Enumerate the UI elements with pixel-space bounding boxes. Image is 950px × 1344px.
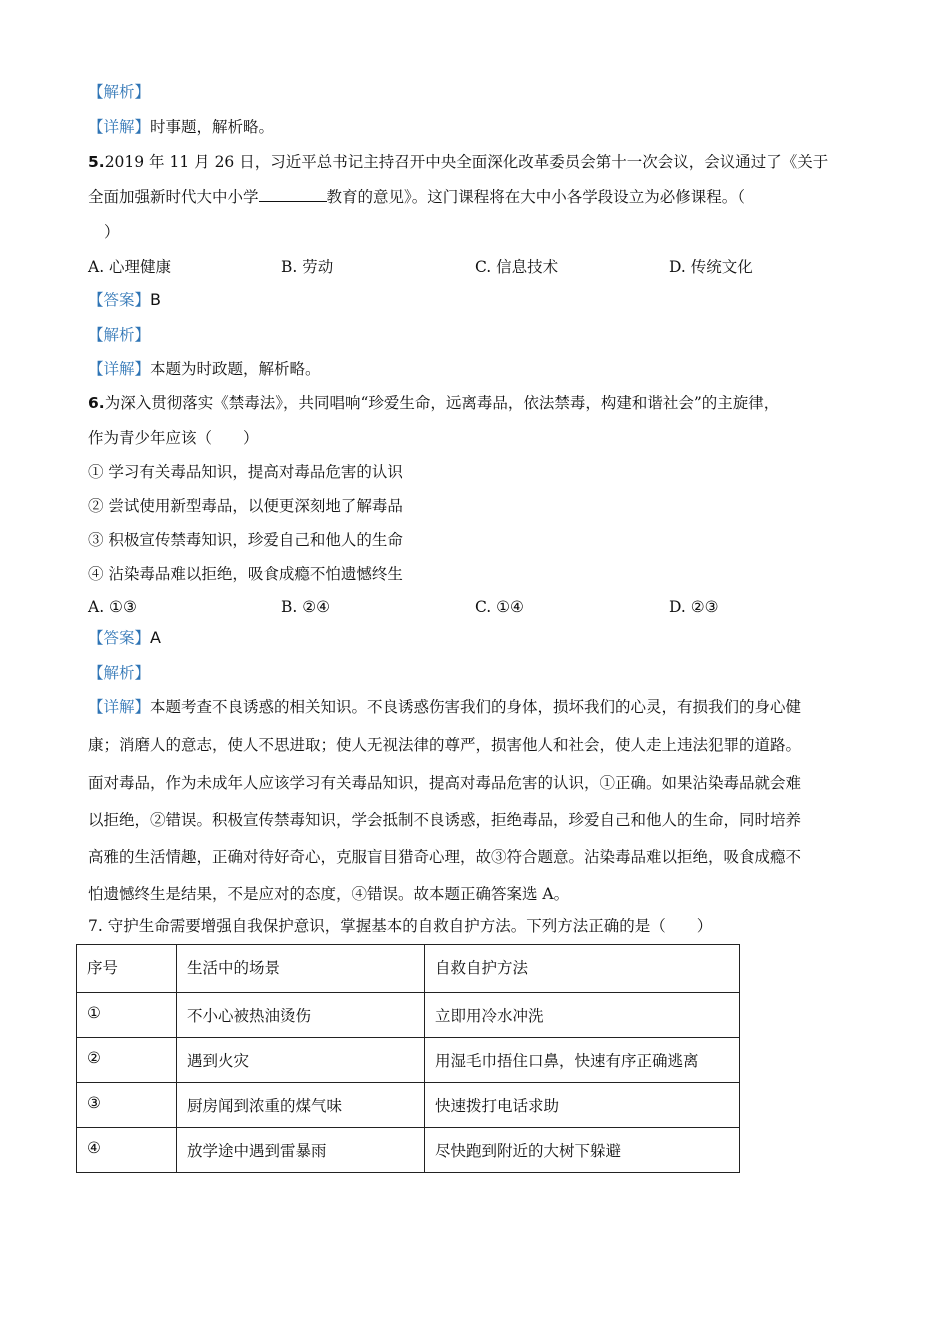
table-cell: 尽快跑到附近的大树下躲避 xyxy=(425,1128,740,1173)
table-cell: 厨房闻到浓重的煤气味 xyxy=(177,1083,425,1128)
q6-explanation-line6: 怕遗憾终生是结果，不是应对的态度，④错误。故本题正确答案选 A。 xyxy=(88,885,570,903)
q5-analysis-label: 【解析】 xyxy=(88,326,151,344)
q6-line1-text: 为深入贯彻落实《禁毒法》，共同唱响“珍爱生命，远离毒品，依法禁毒，构建和谐社会”的主旋律， xyxy=(104,394,780,412)
table-header-row xyxy=(77,945,740,993)
q6-number: 6. xyxy=(88,394,105,412)
q7-table xyxy=(76,944,740,1173)
q6-answer: A xyxy=(150,628,161,647)
q6-item-3: ③ 积极宣传禁毒知识，珍爱自己和他人的生命 xyxy=(88,531,403,549)
q6-explanation-line4: 以拒绝，②错误。积极宣传禁毒知识，学会抵制不良诱惑，拒绝毒品，珍爱自己和他人的生命，同时培养 xyxy=(88,811,802,829)
q7-stem: 7. 守护生命需要增强自我保护意识，掌握基本的自救自护方法。下列方法正确的是（ ） xyxy=(88,917,713,935)
q5-answer-label: 【答案】 xyxy=(88,291,151,309)
table-cell: 立即用冷水冲洗 xyxy=(425,993,740,1038)
q6-explanation-text1: 本题考查不良诱惑的相关知识。不良诱惑伤害我们的身体，损坏我们的心灵，有损我们的身心健 xyxy=(150,698,802,716)
q6-explanation-line1 xyxy=(88,697,801,717)
q6-explanation-line3: 面对毒品，作为未成年人应该学习有关毒品知识，提高对毒品危害的认识，①正确。如果沾染毒品就会难 xyxy=(88,774,802,792)
table-row xyxy=(77,993,740,1038)
table-row xyxy=(77,1083,740,1128)
analysis-label: 【解析】 xyxy=(88,83,151,101)
q5-detail-line xyxy=(88,359,321,379)
q5-option-a: A. 心理健康 xyxy=(88,258,172,276)
q6-stem-line2: 作为青少年应该（ ） xyxy=(88,429,259,447)
table-cell: ④ xyxy=(77,1128,177,1173)
q6-analysis-label: 【解析】 xyxy=(88,664,151,682)
table-header-cell: 序号 xyxy=(77,945,177,993)
q6-option-d: D. ②③ xyxy=(669,598,719,616)
q6-item-4: ④ 沾染毒品难以拒绝，吸食成瘾不怕遗憾终生 xyxy=(88,565,403,583)
q5-number: 5. xyxy=(88,153,105,171)
detail-text: 时事题，解析略。 xyxy=(150,118,275,136)
q5-blank xyxy=(259,187,327,202)
q6-option-b: B. ②④ xyxy=(281,598,331,616)
detail-line xyxy=(88,117,274,137)
q5-answer: B xyxy=(150,290,161,309)
q5-stem-line1 xyxy=(88,152,828,172)
table-cell: 不小心被热油烫伤 xyxy=(177,993,425,1038)
q5-line2b: 教育的意见》。这门课程将在大中小各学段设立为必修课程。（ xyxy=(326,188,746,206)
q6-answer-line xyxy=(88,628,161,648)
detail-label: 【详解】 xyxy=(88,118,151,136)
q6-item-1: ① 学习有关毒品知识，提高对毒品危害的认识 xyxy=(88,463,403,481)
q5-detail-label: 【详解】 xyxy=(88,360,151,378)
q6-option-c: C. ①④ xyxy=(475,598,524,616)
table-header-cell: 生活中的场景 xyxy=(177,945,425,993)
table-cell: ③ xyxy=(77,1083,177,1128)
table-row xyxy=(77,1128,740,1173)
q6-explanation-line5: 高雅的生活情趣，正确对待好奇心，克服盲目猎奇心理，故③符合题意。沾染毒品难以拒绝，吸食成瘾不 xyxy=(88,848,802,866)
q5-line2a: 全面加强新时代大中小学 xyxy=(88,188,259,206)
q6-detail-label: 【详解】 xyxy=(88,698,151,716)
table-row xyxy=(77,1038,740,1083)
q5-option-d: D. 传统文化 xyxy=(669,258,753,276)
q6-item-2: ② 尝试使用新型毒品，以便更深刻地了解毒品 xyxy=(88,497,403,515)
q5-stem-line3: ） xyxy=(104,223,120,241)
q5-answer-line xyxy=(88,290,161,310)
table-cell: 遇到火灾 xyxy=(177,1038,425,1083)
q5-option-c: C. 信息技术 xyxy=(475,258,559,276)
q5-detail-text: 本题为时政题，解析略。 xyxy=(150,360,321,378)
table-cell: ① xyxy=(77,993,177,1038)
q6-explanation-line2: 康；消磨人的意志，使人不思进取；使人无视法律的尊严，损害他人和社会，使人走上违法犯罪的道路。 xyxy=(88,736,802,754)
q6-answer-label: 【答案】 xyxy=(88,629,151,647)
table-cell: 快速拨打电话求助 xyxy=(425,1083,740,1128)
table-cell: ② xyxy=(77,1038,177,1083)
table-header-cell: 自救自护方法 xyxy=(425,945,740,993)
table-cell: 用湿毛巾捂住口鼻，快速有序正确逃离 xyxy=(425,1038,740,1083)
q6-option-a: A. ①③ xyxy=(88,598,137,616)
q5-stem-line2 xyxy=(88,187,745,207)
q5-option-b: B. 劳动 xyxy=(281,258,334,276)
q6-stem-line1 xyxy=(88,393,779,413)
table-cell: 放学途中遇到雷暴雨 xyxy=(177,1128,425,1173)
q5-line1-text: 2019 年 11 月 26 日，习近平总书记主持召开中央全面深化改革委员会第十一次会议，会议通过了《关于 xyxy=(104,153,829,171)
